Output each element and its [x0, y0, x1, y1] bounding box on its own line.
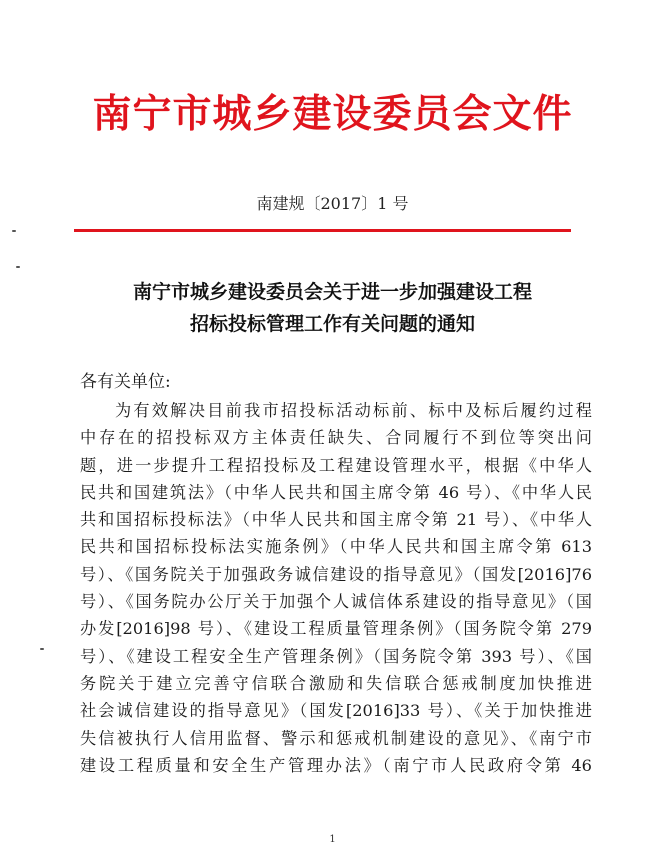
body-line: 民共和国建筑法》（中华人民共和国主席令第 46 号）、《中华人民	[80, 482, 592, 502]
document-header-title: 南宁市城乡建设委员会文件	[92, 91, 573, 137]
notice-body	[80, 397, 592, 779]
body-line: 失信被执行人信用监督、警示和惩戒机制建设的意见》、《南宁市	[80, 728, 592, 748]
notice-title-line: 南宁市城乡建设委员会关于进一步加强建设工程	[132, 281, 532, 303]
body-line: 号）、《国务院关于加强政务诚信建设的指导意见》（国发[2016]76	[80, 564, 592, 584]
body-line: 民共和国招标投标法实施条例》（中华人民共和国主席令第 613	[80, 537, 592, 557]
scan-speck	[40, 648, 44, 650]
body-line: 为有效解决目前我市招投标活动标前、标中及标后履约过程	[115, 401, 592, 420]
body-line: 建设工程质量和安全生产管理办法》（南宁市人民政府令第 46	[80, 755, 592, 775]
body-line: 中存在的招投标双方主体责任缺失、合同履行不到位等突出问	[80, 428, 592, 448]
notice-title-line: 招标投标管理工作有关问题的通知	[189, 313, 475, 335]
body-line: 办发[2016]98 号）、《建设工程质量管理条例》（国务院令第 279	[80, 619, 592, 639]
notice-title	[0, 276, 665, 340]
body-line: 社会诚信建设的指导意见》（国发[2016]33 号）、《关于加快推进	[80, 701, 592, 721]
page-number: 1	[329, 834, 336, 845]
red-divider-line	[74, 229, 571, 232]
document-number: 南建规〔2017〕1 号	[256, 194, 409, 213]
scan-speck	[16, 266, 20, 268]
body-line: 题，进一步提升工程招投标及工程建设管理水平，根据《中华人	[80, 455, 592, 475]
body-line: 共和国招标投标法》（中华人民共和国主席令第 21 号）、《中华人	[80, 510, 592, 530]
salutation: 各有关单位:	[80, 372, 171, 392]
scan-speck	[12, 230, 16, 232]
body-line: 务院关于建立完善守信联合激励和失信联合惩戒制度加快推进	[80, 673, 592, 693]
body-line: 号）、《建设工程安全生产管理条例》（国务院令第 393 号）、《国	[80, 646, 592, 666]
body-line: 号）、《国务院办公厅关于加强个人诚信体系建设的指导意见》（国	[80, 592, 592, 612]
